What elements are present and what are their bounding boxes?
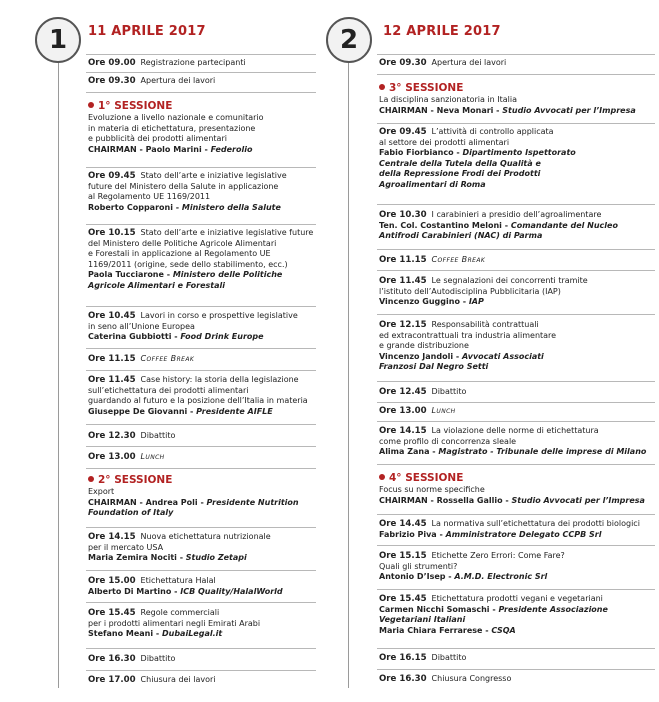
- item-time: Ore 14.45: [379, 519, 427, 529]
- agenda-item: [379, 653, 655, 664]
- divider: [86, 424, 316, 425]
- divider: [86, 92, 316, 93]
- item-speaker: Vincenzo Jandoli - Avvocati Associati Franzosi Dal Negro Setti: [379, 351, 544, 371]
- item-speaker: Vincenzo Guggino - IAP: [379, 297, 484, 306]
- item-time: Ore 14.15: [88, 532, 136, 542]
- divider: [377, 54, 655, 55]
- item-time: Ore 15.00: [88, 576, 136, 586]
- bullet-icon: [379, 84, 385, 90]
- day-date: 11 APRILE 2017: [88, 24, 206, 39]
- item-speaker: Fabio Fiorbianco - Dipartimento Ispettorato Centrale della Tutela della Qualità e della Repressione Frodi dei Prodotti Agroalimentari di Roma: [379, 148, 576, 189]
- item-desc: Regole commerciali per i prodotti alimentari negli Emirati Arabi: [88, 608, 261, 628]
- divider: [377, 514, 655, 515]
- item-time: Ore 11.15: [379, 255, 427, 265]
- item-desc: Stato dell’arte e iniziative legislative future del Ministero delle Politiche Agricole Alimentari e Forestali in applicazione al Regolamento UE 1169/2011 (origine, sede dello stabilimento, ecc.): [88, 228, 314, 269]
- divider: [377, 669, 655, 670]
- item-time: Ore 09.45: [88, 171, 136, 181]
- item-time: Ore 10.45: [88, 311, 136, 321]
- divider: [86, 648, 316, 649]
- agenda-item: [88, 171, 316, 213]
- item-time: Ore 09.30: [88, 76, 136, 86]
- agenda-item: [379, 674, 655, 685]
- item-desc: Registrazione partecipanti: [140, 58, 246, 67]
- agenda-item: [88, 76, 316, 87]
- item-time: Ore 12.15: [379, 320, 427, 330]
- item-time: Ore 15.45: [379, 594, 427, 604]
- day-number-badge: 2: [326, 17, 372, 63]
- item-desc: Nuova etichettatura nutrizionale per il mercato USA: [88, 532, 271, 552]
- agenda-item: [88, 431, 316, 442]
- item-time: Ore 09.30: [379, 58, 427, 68]
- item-speaker: Stefano Meani - DubaiLegal.it: [88, 629, 223, 638]
- session-desc: Evoluzione a livello nazionale e comunitario in materia di etichettatura, presentazione e pubblicità dei prodotti alimentari: [88, 113, 264, 143]
- divider: [86, 54, 316, 55]
- session-chairman: CHAIRMAN - Neva Monari - Studio Avvocati per l’Impresa: [379, 105, 636, 115]
- divider: [377, 421, 655, 422]
- day-date: 12 APRILE 2017: [383, 24, 501, 39]
- item-speaker: Ten. Col. Costantino Meloni - Comandante del Nucleo Antifrodi Carabinieri (NAC) di Parma: [379, 220, 618, 240]
- session-desc: La disciplina sanzionatoria in Italia: [379, 95, 518, 104]
- agenda-item: [88, 654, 316, 665]
- divider: [86, 167, 316, 168]
- item-desc: Dibattito: [431, 653, 467, 662]
- divider: [377, 249, 655, 250]
- item-desc: Case history: la storia della legislazione sull’etichettatura dei prodotti alimentari guardando al futuro e la posizione dell’Italia in materia: [88, 375, 308, 405]
- item-time: Ore 15.15: [379, 551, 427, 561]
- divider: [377, 545, 655, 546]
- item-desc: Lavori in corso e prospettive legislative in seno all’Unione Europea: [88, 311, 298, 331]
- agenda-item: [88, 675, 316, 686]
- item-time: Ore 16.15: [379, 653, 427, 663]
- day-1-column: [0, 0, 320, 702]
- divider: [86, 570, 316, 571]
- item-speaker: Roberto Copparoni - Ministero della Salute: [88, 202, 281, 212]
- item-speaker: Caterina Gubbiotti - Food Drink Europe: [88, 332, 264, 341]
- timeline-line: [348, 62, 349, 688]
- session-desc: Export: [88, 487, 115, 496]
- item-time: Ore 12.30: [88, 431, 136, 441]
- item-speaker: Paola Tucciarone - Ministero delle Politiche Agricole Alimentari e Forestali: [88, 270, 283, 290]
- session-chairman: CHAIRMAN - Rossella Gallio - Studio Avvocati per l’Impresa: [379, 495, 645, 505]
- item-desc: Responsabilità contrattuali ed extracontrattuali tra industria alimentare e grande distribuzione: [379, 320, 557, 350]
- divider: [86, 670, 316, 671]
- item-speaker: Alberto Di Martino - ICB Quality/HalalWorld: [88, 586, 283, 596]
- agenda-item: [379, 551, 655, 583]
- agenda-item: [379, 426, 655, 458]
- agenda-item: [379, 276, 655, 308]
- agenda-item: [379, 594, 655, 636]
- item-speaker: Maria Zemira Nociti - Studio Zetapi: [88, 553, 247, 562]
- agenda-item: [379, 519, 655, 540]
- day-number-badge: 1: [35, 17, 81, 63]
- agenda-item: [379, 406, 655, 417]
- divider: [86, 224, 316, 225]
- divider: [377, 314, 655, 315]
- item-desc: Coffee Break: [431, 255, 486, 264]
- divider: [377, 123, 655, 124]
- item-time: Ore 11.15: [88, 354, 136, 364]
- item-desc: Dibattito: [431, 387, 467, 396]
- divider: [377, 589, 655, 590]
- item-time: Ore 16.30: [379, 674, 427, 684]
- item-desc: Apertura dei lavori: [431, 58, 507, 67]
- divider: [86, 527, 316, 528]
- item-desc: Lunch: [140, 452, 165, 461]
- item-time: Ore 10.15: [88, 228, 136, 238]
- item-speaker: Carmen Nicchi Somaschi - Presidente Associazione Vegetariani Italiani: [379, 604, 608, 624]
- session-title: 2° SESSIONE: [88, 474, 316, 486]
- agenda-item: [379, 210, 655, 242]
- divider: [86, 72, 316, 73]
- session-block: [379, 472, 655, 506]
- bullet-icon: [379, 474, 385, 480]
- item-time: Ore 17.00: [88, 675, 136, 685]
- divider: [377, 270, 655, 271]
- item-desc: Dibattito: [140, 654, 176, 663]
- item-time: Ore 11.45: [379, 276, 427, 286]
- item-desc: La violazione delle norme di etichettatura come profilo di concorrenza sleale: [379, 426, 599, 446]
- item-desc: Chiusura dei lavori: [140, 675, 216, 684]
- divider: [377, 648, 655, 649]
- agenda-item: [88, 354, 316, 365]
- item-time: Ore 09.45: [379, 127, 427, 137]
- item-desc: I carabinieri a presidio dell’agroalimentare: [431, 210, 602, 219]
- divider: [86, 446, 316, 447]
- agenda-item: [88, 452, 316, 463]
- item-time: Ore 14.15: [379, 426, 427, 436]
- session-block: [88, 474, 316, 519]
- item-speaker: Giuseppe De Giovanni - Presidente AIFLE: [88, 406, 273, 416]
- item-desc: Coffee Break: [140, 354, 195, 363]
- item-desc: Etichette Zero Errori: Come Fare? Quali gli strumenti?: [379, 551, 565, 571]
- divider: [377, 402, 655, 403]
- divider: [86, 602, 316, 603]
- divider: [86, 306, 316, 307]
- item-desc: Lunch: [431, 406, 456, 415]
- item-time: Ore 12.45: [379, 387, 427, 397]
- item-time: Ore 09.00: [88, 58, 136, 68]
- agenda-item: [88, 311, 316, 343]
- item-time: Ore 15.45: [88, 608, 136, 618]
- divider: [86, 468, 316, 469]
- item-time: Ore 10.30: [379, 210, 427, 220]
- session-title: 1° SESSIONE: [88, 100, 316, 112]
- agenda-item: [88, 576, 316, 597]
- item-desc: Le segnalazioni dei concorrenti tramite l’istituto dell’Autodisciplina Pubblicitaria (IAP): [379, 276, 588, 296]
- item-desc: Apertura dei lavori: [140, 76, 216, 85]
- item-speaker: Fabrizio Piva - Amministratore Delegato CCPB Srl: [379, 529, 602, 539]
- item-speaker: Alima Zana - Magistrato - Tribunale delle imprese di Milano: [379, 447, 647, 456]
- item-speaker: Antonio D’Isep - A.M.D. Electronic Srl: [379, 572, 548, 581]
- item-desc: La normativa sull’etichettatura dei prodotti biologici: [431, 519, 640, 528]
- item-desc: Chiusura Congresso: [431, 674, 512, 683]
- agenda-item: [379, 255, 655, 266]
- agenda-item: [379, 127, 655, 190]
- session-desc: Focus su norme specifiche: [379, 485, 485, 494]
- agenda-item: [88, 58, 316, 69]
- day-2-column: [330, 0, 659, 702]
- item-desc: Stato dell’arte e iniziative legislative future del Ministero della Salute in applicazione al Regolamento UE 1169/2011: [88, 171, 287, 201]
- agenda-item: [88, 375, 316, 417]
- agenda-item: [88, 608, 316, 640]
- agenda-item: [88, 532, 316, 564]
- divider: [86, 370, 316, 371]
- item-desc: Dibattito: [140, 431, 176, 440]
- divider: [377, 464, 655, 465]
- agenda-item: [379, 320, 655, 373]
- item-speaker: Maria Chiara Ferrarese - CSQA: [379, 625, 516, 635]
- session-chairman: CHAIRMAN - Paolo Marini - Federolio: [88, 144, 253, 154]
- session-block: [379, 82, 655, 116]
- bullet-icon: [88, 102, 94, 108]
- bullet-icon: [88, 476, 94, 482]
- divider: [377, 204, 655, 205]
- session-title: 3° SESSIONE: [379, 82, 655, 94]
- item-time: Ore 13.00: [88, 452, 136, 462]
- agenda-item: [379, 58, 655, 69]
- item-time: Ore 16.30: [88, 654, 136, 664]
- timeline-line: [58, 62, 59, 688]
- session-block: [88, 100, 316, 155]
- agenda-item: [88, 228, 316, 291]
- item-time: Ore 11.45: [88, 375, 136, 385]
- agenda-item: [379, 387, 655, 398]
- item-desc: Etichettatura Halal: [140, 576, 216, 585]
- divider: [377, 381, 655, 382]
- divider: [377, 74, 655, 75]
- item-time: Ore 13.00: [379, 406, 427, 416]
- item-desc: Etichettatura prodotti vegani e vegetariani: [431, 594, 603, 603]
- divider: [86, 348, 316, 349]
- session-chairman: CHAIRMAN - Andrea Poli - Presidente Nutrition Foundation of Italy: [88, 497, 299, 517]
- session-title: 4° SESSIONE: [379, 472, 655, 484]
- item-desc: L’attività di controllo applicata al settore dei prodotti alimentari: [379, 127, 554, 147]
